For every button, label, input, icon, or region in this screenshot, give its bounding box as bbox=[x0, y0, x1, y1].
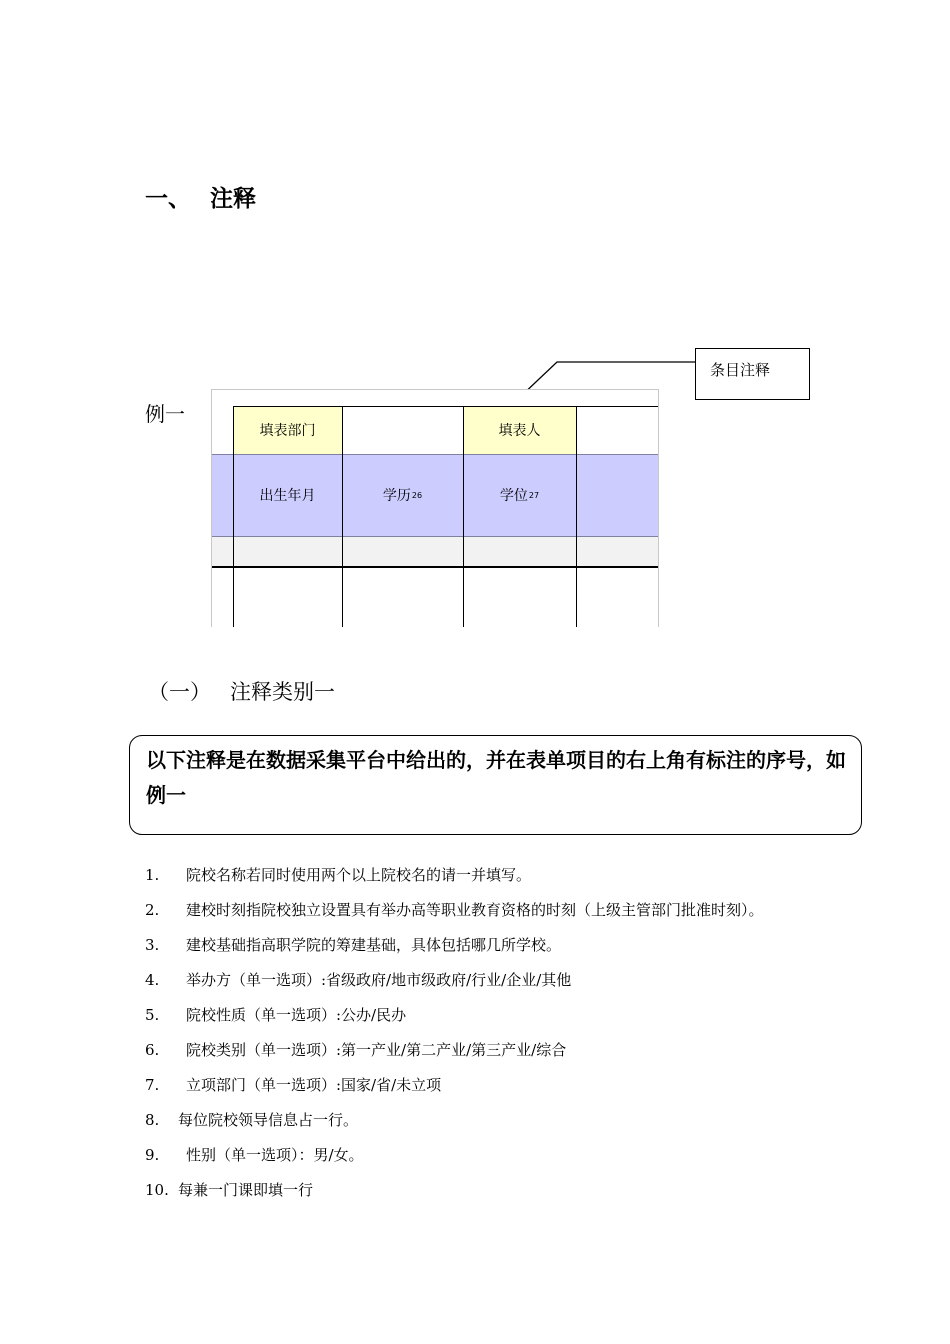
note-number: 7. bbox=[145, 1076, 160, 1094]
section-heading bbox=[145, 180, 256, 213]
note-item bbox=[145, 1177, 925, 1212]
note-item bbox=[145, 1002, 925, 1037]
note-number: 8. bbox=[145, 1111, 160, 1129]
note-text: 建校基础指高职学院的筹建基础，具体包括哪几所学校。 bbox=[186, 936, 562, 954]
callout-box: 以下注释是在数据采集平台中给出的，并在表单项目的右上角有标注的序号，如例一 bbox=[129, 735, 862, 835]
footnote-number: 27 bbox=[528, 490, 540, 500]
form-cell-filler-label: 填表人 bbox=[463, 406, 576, 454]
form-grid-line bbox=[233, 406, 234, 627]
note-text: 举办方（单一选项）:省级政府/地市级政府/行业/企业/其他 bbox=[186, 971, 572, 989]
notes-list bbox=[145, 862, 925, 1212]
note-item bbox=[145, 1142, 925, 1177]
note-text: 每位院校领导信息占一行。 bbox=[178, 1111, 359, 1129]
footnote-number: 26 bbox=[411, 490, 423, 500]
note-number: 3. bbox=[145, 936, 160, 954]
form-row-empty bbox=[212, 536, 659, 566]
form-cell-dept-value bbox=[342, 406, 463, 454]
note-text: 院校类别（单一选项）:第一产业/第二产业/第三产业/综合 bbox=[186, 1041, 567, 1059]
note-number: 5. bbox=[145, 1006, 160, 1024]
form-grid-line bbox=[212, 566, 659, 568]
form-label-birth: 出生年月 bbox=[259, 488, 316, 504]
note-item bbox=[145, 932, 925, 967]
form-grid-line bbox=[212, 454, 659, 455]
form-label-education: 学历 bbox=[382, 488, 411, 504]
form-grid-line bbox=[212, 536, 659, 537]
note-number: 1. bbox=[145, 866, 160, 884]
note-item bbox=[145, 1072, 925, 1107]
form-cell-education bbox=[342, 454, 463, 536]
note-text: 每兼一门课即填一行 bbox=[178, 1181, 314, 1199]
form-grid-line bbox=[463, 406, 464, 627]
note-number: 6. bbox=[145, 1041, 160, 1059]
note-number: 4. bbox=[145, 971, 160, 989]
form-grid-line bbox=[233, 406, 659, 407]
note-item bbox=[145, 862, 925, 897]
section-title: 注释 bbox=[210, 186, 256, 212]
subsection-number: （一） bbox=[148, 680, 211, 704]
annotation-box: 条目注释 bbox=[695, 348, 810, 400]
section-number: 一、 bbox=[145, 186, 191, 212]
note-text: 院校名称若同时使用两个以上院校名的请一并填写。 bbox=[186, 866, 532, 884]
note-text: 立项部门（单一选项）:国家/省/未立项 bbox=[186, 1076, 442, 1094]
note-number: 2. bbox=[145, 901, 160, 919]
note-item bbox=[145, 967, 925, 1002]
form-grid-line bbox=[342, 406, 343, 627]
form-cell-birth bbox=[233, 454, 342, 536]
note-number: 10. bbox=[145, 1181, 169, 1199]
note-text: 性别（单一选项）：男/女。 bbox=[186, 1146, 364, 1164]
note-number: 9. bbox=[145, 1146, 160, 1164]
subsection-title: 注释类别一 bbox=[230, 680, 335, 704]
subsection-heading bbox=[148, 676, 335, 706]
example-form bbox=[211, 389, 659, 627]
form-cell-filler-value bbox=[576, 406, 659, 454]
form-cell-dept-label: 填表部门 bbox=[233, 406, 342, 454]
example-label: 例一 bbox=[145, 402, 185, 426]
note-item bbox=[145, 1107, 925, 1142]
form-label-degree: 学位 bbox=[499, 488, 528, 504]
note-item bbox=[145, 897, 925, 932]
note-text: 院校性质（单一选项）:公办/民办 bbox=[186, 1006, 407, 1024]
form-cell-degree bbox=[463, 454, 576, 536]
note-item bbox=[145, 1037, 925, 1072]
form-grid-line bbox=[576, 406, 577, 627]
note-text: 建校时刻指院校独立设置具有举办高等职业教育资格的时刻（上级主管部门批准时刻）。 bbox=[186, 901, 764, 919]
